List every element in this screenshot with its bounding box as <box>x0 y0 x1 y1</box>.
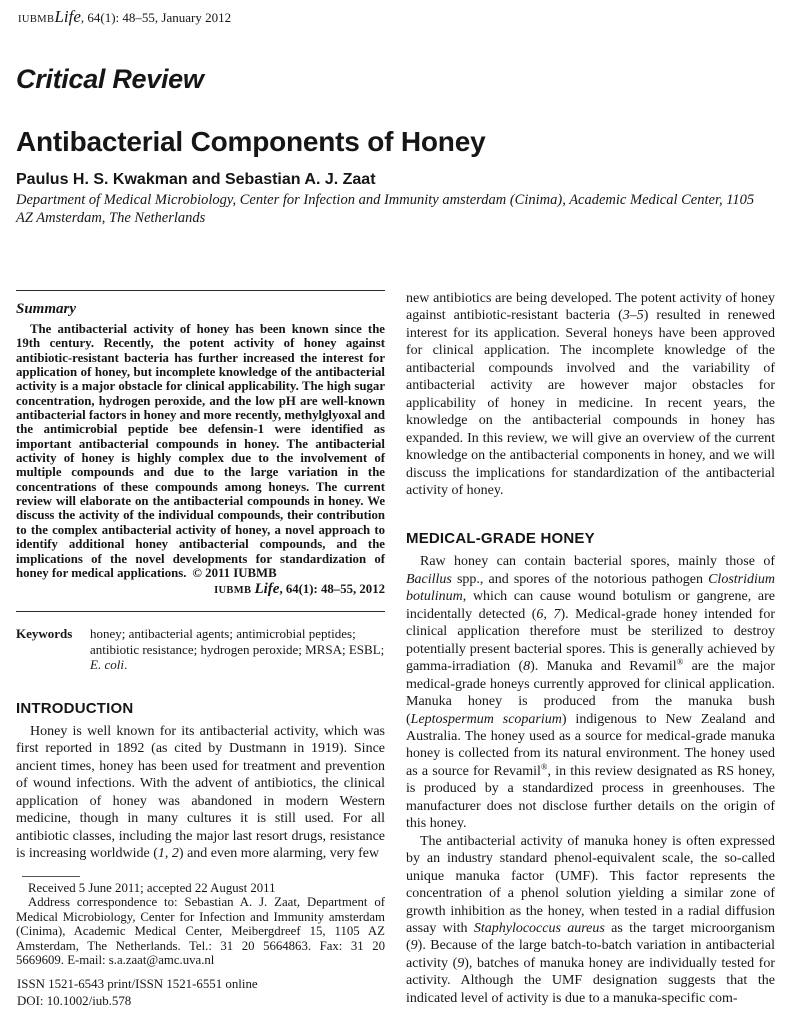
footnote-block <box>16 876 385 968</box>
introduction-continued-paragraph: new antibiotics are being developed. The potent activity of honey against antibiotic-resistant bacteria (3–5) resulted in renewed interest for its application. Several honeys have been approved for clinical application. The incomplete knowledge of the antibacterial compounds involved and the variability of antibacterial activity are however major obstacles for applicability of honey in medicine. In recent years, the knowledge on the antibacterial compounds in honey has expanded. In this review, we will give an overview of the current knowledge on the antibacterial components in honey, and we will discuss the implications for standardization of the antibacterial activity of honey. <box>406 291 775 498</box>
summary-citation <box>16 581 385 598</box>
copyright-notice: © 2011 IUBMB <box>192 565 277 580</box>
article-type-label: Critical Review <box>16 64 204 94</box>
medical-grade-paragraph-2: The antibacterial activity of manuka honey is often expressed by an industry standard phenol-equivalent scale, the so-called unique manuka factor (UMF). This factor represents the concentration of a phenol solution yielding a similar zone of growth inhibition as the honey, when tested in a radial diffusion assay with Staphylococcus aureus as the target microorganism (9). Because of the large batch-to-batch variation in antibacterial activity (9), batches of manuka honey are individually tested for activity. Although the UMF designation suggests that the indicated level of activity is due to a manuka-specific com- <box>406 833 775 1006</box>
journal-name: Life <box>54 7 81 26</box>
issn-line: ISSN 1521-6543 print/ISSN 1521-6551 online <box>17 977 258 991</box>
right-column <box>406 290 775 1007</box>
journal-header <box>18 7 231 27</box>
author-affiliation: Department of Medical Microbiology, Center for Infection and Immunity amsterdam (Cinima), Academic Medical Center, 1105 AZ Amsterdam, The Netherlands <box>16 192 755 226</box>
footnote-rule <box>22 876 80 877</box>
citation-journal-abbr: IUBMB <box>214 585 252 597</box>
medical-grade-paragraph-1: Raw honey can contain bacterial spores, mainly those of Bacillus spp., and spores of the notorious pathogen Clostridium botulinum, which can cause wound botulism or gangrene, are incidentally detected (6, 7). Medical-grade honey intended for clinical application therefore must be sterilized to destroy potentially present bacterial spores. This is generally achieved by gamma-irradiation (8). Manuka and Revamil® are the major medical-grade honeys currently approved for clinical application. Manuka honey is produced from the manuka bush (Leptospermum scoparium) indigenous to New Zealand and Australia. The honey used as a source for medical-grade manuka honey is collected from its natural environment. The honey used as a source for Revamil®, in this review designated as RS honey, is produced by a standardized process in greenhouses. The manufacturer does not disclose further details on the origin of this honey. <box>406 554 776 832</box>
publication-identifiers <box>17 976 258 1010</box>
journal-abbreviation: IUBMB <box>18 14 55 25</box>
summary-text: The antibacterial activity of honey has been known since the 19th century. Recently, the potent activity of honey against antibiotic-resistant bacteria has further increased the interest for application of honey, but incomplete knowledge of the antibacterial activity is a major obstacle for clinical applicability. The high sugar concentration, hydrogen peroxide, and the low pH are well-known antibacterial factors in honey and more recently, methylglyoxal and the antimicrobial peptide bee defensin-1 were identified as important antibacterial compounds in honey. The antibacterial activity of honey is highly complex due to the involvement of multiple compounds and due to the large variation in the concentrations of these compounds among honeys. The current review will elaborate on the antibacterial compounds in honey. We discuss the activity of the individual compounds, their contribution to the complex antibacterial activity of honey, a novel approach to identify additional honey antibacterial compounds, and the implications of the novel developments for standardization of honey for medical applications. <box>16 322 385 580</box>
summary-heading: Summary <box>16 301 77 317</box>
keywords-text: honey; antibacterial agents; antimicrobial peptides; antibiotic resistance; hydrogen peroxide; MRSA; ESBL; E. coli. <box>90 626 385 673</box>
section-heading-medical-grade-honey: MEDICAL-GRADE HONEY <box>406 530 595 548</box>
two-column-body <box>16 290 775 1007</box>
keywords-block <box>16 626 385 673</box>
left-column <box>16 290 385 1007</box>
introduction-paragraph: Honey is well known for its antibacterial activity, which was first reported in 1892 (as cited by Dustmann in 1919). Since ancient times, honey has been used for treatment and prevention of wound infections. With the advent of antibiotics, the clinical application of honey was abandoned in modern Western medicine, though in many cultures it is still used. For all antibiotic classes, including the major last resort drugs, resistance is increasing worldwide (1, 2) and even more alarming, very few <box>16 723 385 862</box>
citation-issue-info: , 64(1): 48–55, 2012 <box>279 582 385 597</box>
footnote-received: Received 5 June 2011; accepted 22 August 2011 <box>28 880 276 895</box>
summary-top-rule <box>16 290 385 291</box>
doi-line: DOI: 10.1002/iub.578 <box>17 993 132 1008</box>
author-names: Paulus H. S. Kwakman and Sebastian A. J. Zaat <box>16 171 376 188</box>
footnote-correspondence: Address correspondence to: Sebastian A. J. Zaat, Department of Medical Microbiology, Center for Infection and Immunity amsterdam (Cinima), Academic Medical Center, Meibergdreef 15, 1105 AZ Amsterdam, The Netherlands. Tel.: 31 20 5664863. Fax: 31 20 5669609. E-mail: s.a.zaat@amc.uva.nl <box>16 895 385 968</box>
journal-issue-info: , 64(1): 48–55, January 2012 <box>80 10 232 25</box>
keywords-label: Keywords <box>16 626 73 642</box>
citation-journal-name: Life <box>254 581 280 598</box>
article-title: Antibacterial Components of Honey <box>16 126 486 157</box>
keywords-top-rule <box>16 611 385 612</box>
section-heading-introduction: INTRODUCTION <box>16 699 134 717</box>
summary-paragraph <box>16 322 385 580</box>
